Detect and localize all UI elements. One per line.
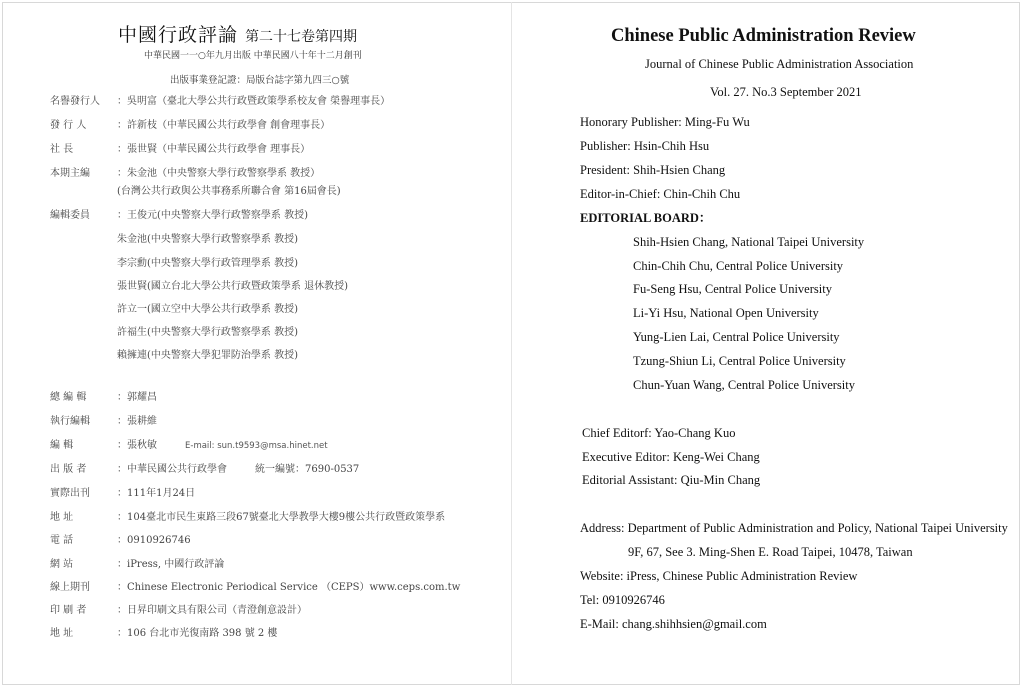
zh-registration: 出版事業登記證：局版台誌字第九四三○號	[170, 75, 350, 86]
en-board-heading: EDITORIAL BOARD：	[580, 211, 712, 225]
zh-board-member: 許福生(中央警察大學行政警察學系 教授)	[117, 327, 298, 338]
zh-tax-id: 統一編號：7690-0537	[255, 464, 360, 475]
zh-title-text: 中國行政評論	[118, 24, 239, 46]
en-editor-row: Chief Editorf: Yao-Chang Kuo	[582, 426, 736, 440]
en-staff-row: Editor-in-Chief: Chin-Chih Chu	[580, 187, 741, 201]
zh-editor-note: (台灣公共行政與公共事務系所聯合會 第16屆會長)	[117, 186, 341, 197]
zh-detail-row: 執行編輯 ：張耕維	[50, 416, 157, 427]
zh-detail-row: 編 輯 ：張秋敏 E-mail: sun.t9593@msa.hinet.net	[50, 440, 328, 451]
zh-detail-row: 網 站 ：iPress, 中國行政評論	[50, 559, 225, 570]
en-board-member: Tzung-Shiun Li, Central Police University	[633, 354, 846, 368]
en-editor-row: Editorial Assistant: Qiu-Min Chang	[582, 473, 761, 487]
en-telephone: Tel: 0910926746	[580, 593, 665, 607]
en-board-member: Chin-Chih Chu, Central Police University	[633, 259, 844, 273]
zh-board-member: 李宗勳(中央警察大學行政管理學系 教授)	[117, 258, 298, 269]
zh-staff-row: 社 長 ：張世賢（中華民國公共行政學會 理事長）	[50, 144, 311, 155]
zh-detail-row: 實際出刊 ：111年1月24日	[50, 488, 196, 499]
zh-staff-row: 發 行 人 ：許新枝（中華民國公共行政學會 創會理事長）	[50, 120, 331, 131]
zh-publication-dates: 中華民國一一○年九月出版 中華民國八十年十二月創刊	[144, 51, 362, 61]
en-email: E-Mail: chang.shihhsien@gmail.com	[580, 617, 767, 631]
en-board-member: Li-Yi Hsu, National Open University	[633, 306, 819, 320]
en-board-member: Yung-Lien Lai, Central Police University	[633, 330, 840, 344]
zh-journal-title	[118, 20, 357, 47]
zh-detail-row: 地 址 ：106 台北市光復南路 398 號 2 樓	[50, 628, 278, 639]
zh-detail-row: 線上期刊 ：Chinese Electronic Periodical Service （CEPS）www.ceps.com.tw	[50, 582, 461, 593]
zh-volume: 第二十七卷第四期	[245, 29, 358, 45]
zh-detail-row: 電 話 ：0910926746	[50, 535, 191, 546]
en-board-member: Shih-Hsien Chang, National Taipei University	[633, 235, 865, 249]
en-staff-row: Publisher: Hsin-Chih Hsu	[580, 139, 710, 153]
en-address-line-2: 9F, 67, See 3. Ming-Shen E. Road Taipei, 10478, Taiwan	[628, 545, 913, 559]
en-journal-subtitle: Journal of Chinese Public Administration Association	[645, 57, 914, 71]
zh-board-member: 張世賢(國立台北大學公共行政暨政策學系 退休教授)	[117, 281, 348, 292]
en-website: Website: iPress, Chinese Public Administration Review	[580, 569, 858, 583]
zh-detail-row: 印 刷 者 ：日昇印刷文具有限公司（青澄創意設計）	[50, 605, 307, 616]
en-address-line-1: Address: Department of Public Administration and Policy, National Taipei University	[580, 521, 1008, 535]
zh-detail-row: 總 編 輯 ：郭耀昌	[50, 392, 157, 403]
en-board-member: Fu-Seng Hsu, Central Police University	[633, 282, 832, 296]
zh-editor-email: E-mail: sun.t9593@msa.hinet.net	[185, 441, 328, 451]
en-editor-row: Executive Editor: Keng-Wei Chang	[582, 450, 760, 464]
zh-detail-row: 地 址 ：104臺北市民生東路三段67號臺北大學教學大樓9樓公共行政暨政策學系	[50, 512, 446, 523]
zh-board-member: 許立一(國立空中大學公共行政學系 教授)	[117, 304, 298, 315]
en-staff-row: Honorary Publisher: Ming-Fu Wu	[580, 115, 750, 129]
zh-board-member: 賴擁連(中央警察大學犯罪防治學系 教授)	[117, 350, 298, 361]
zh-board-member: 朱金池(中央警察大學行政警察學系 教授)	[117, 234, 298, 245]
zh-staff-row: 本期主編 ：朱金池（中央警察大學行政警察學系 教授）	[50, 168, 321, 179]
en-volume: Vol. 27. No.3 September 2021	[710, 85, 862, 99]
en-journal-title: Chinese Public Administration Review	[611, 26, 916, 46]
page-divider	[511, 2, 512, 685]
zh-staff-row: 名譽發行人 ：吳明富（臺北大學公共行政暨政策學系校友會 榮譽理事長）	[50, 96, 391, 107]
zh-board-row: 編輯委員 ：王俊元(中央警察大學行政警察學系 教授)	[50, 210, 308, 221]
en-board-member: Chun-Yuan Wang, Central Police University	[633, 378, 855, 392]
en-staff-row: President: Shih-Hsien Chang	[580, 163, 726, 177]
zh-detail-row: 出 版 者 ：中華民國公共行政學會 統一編號：7690-0537	[50, 464, 360, 475]
